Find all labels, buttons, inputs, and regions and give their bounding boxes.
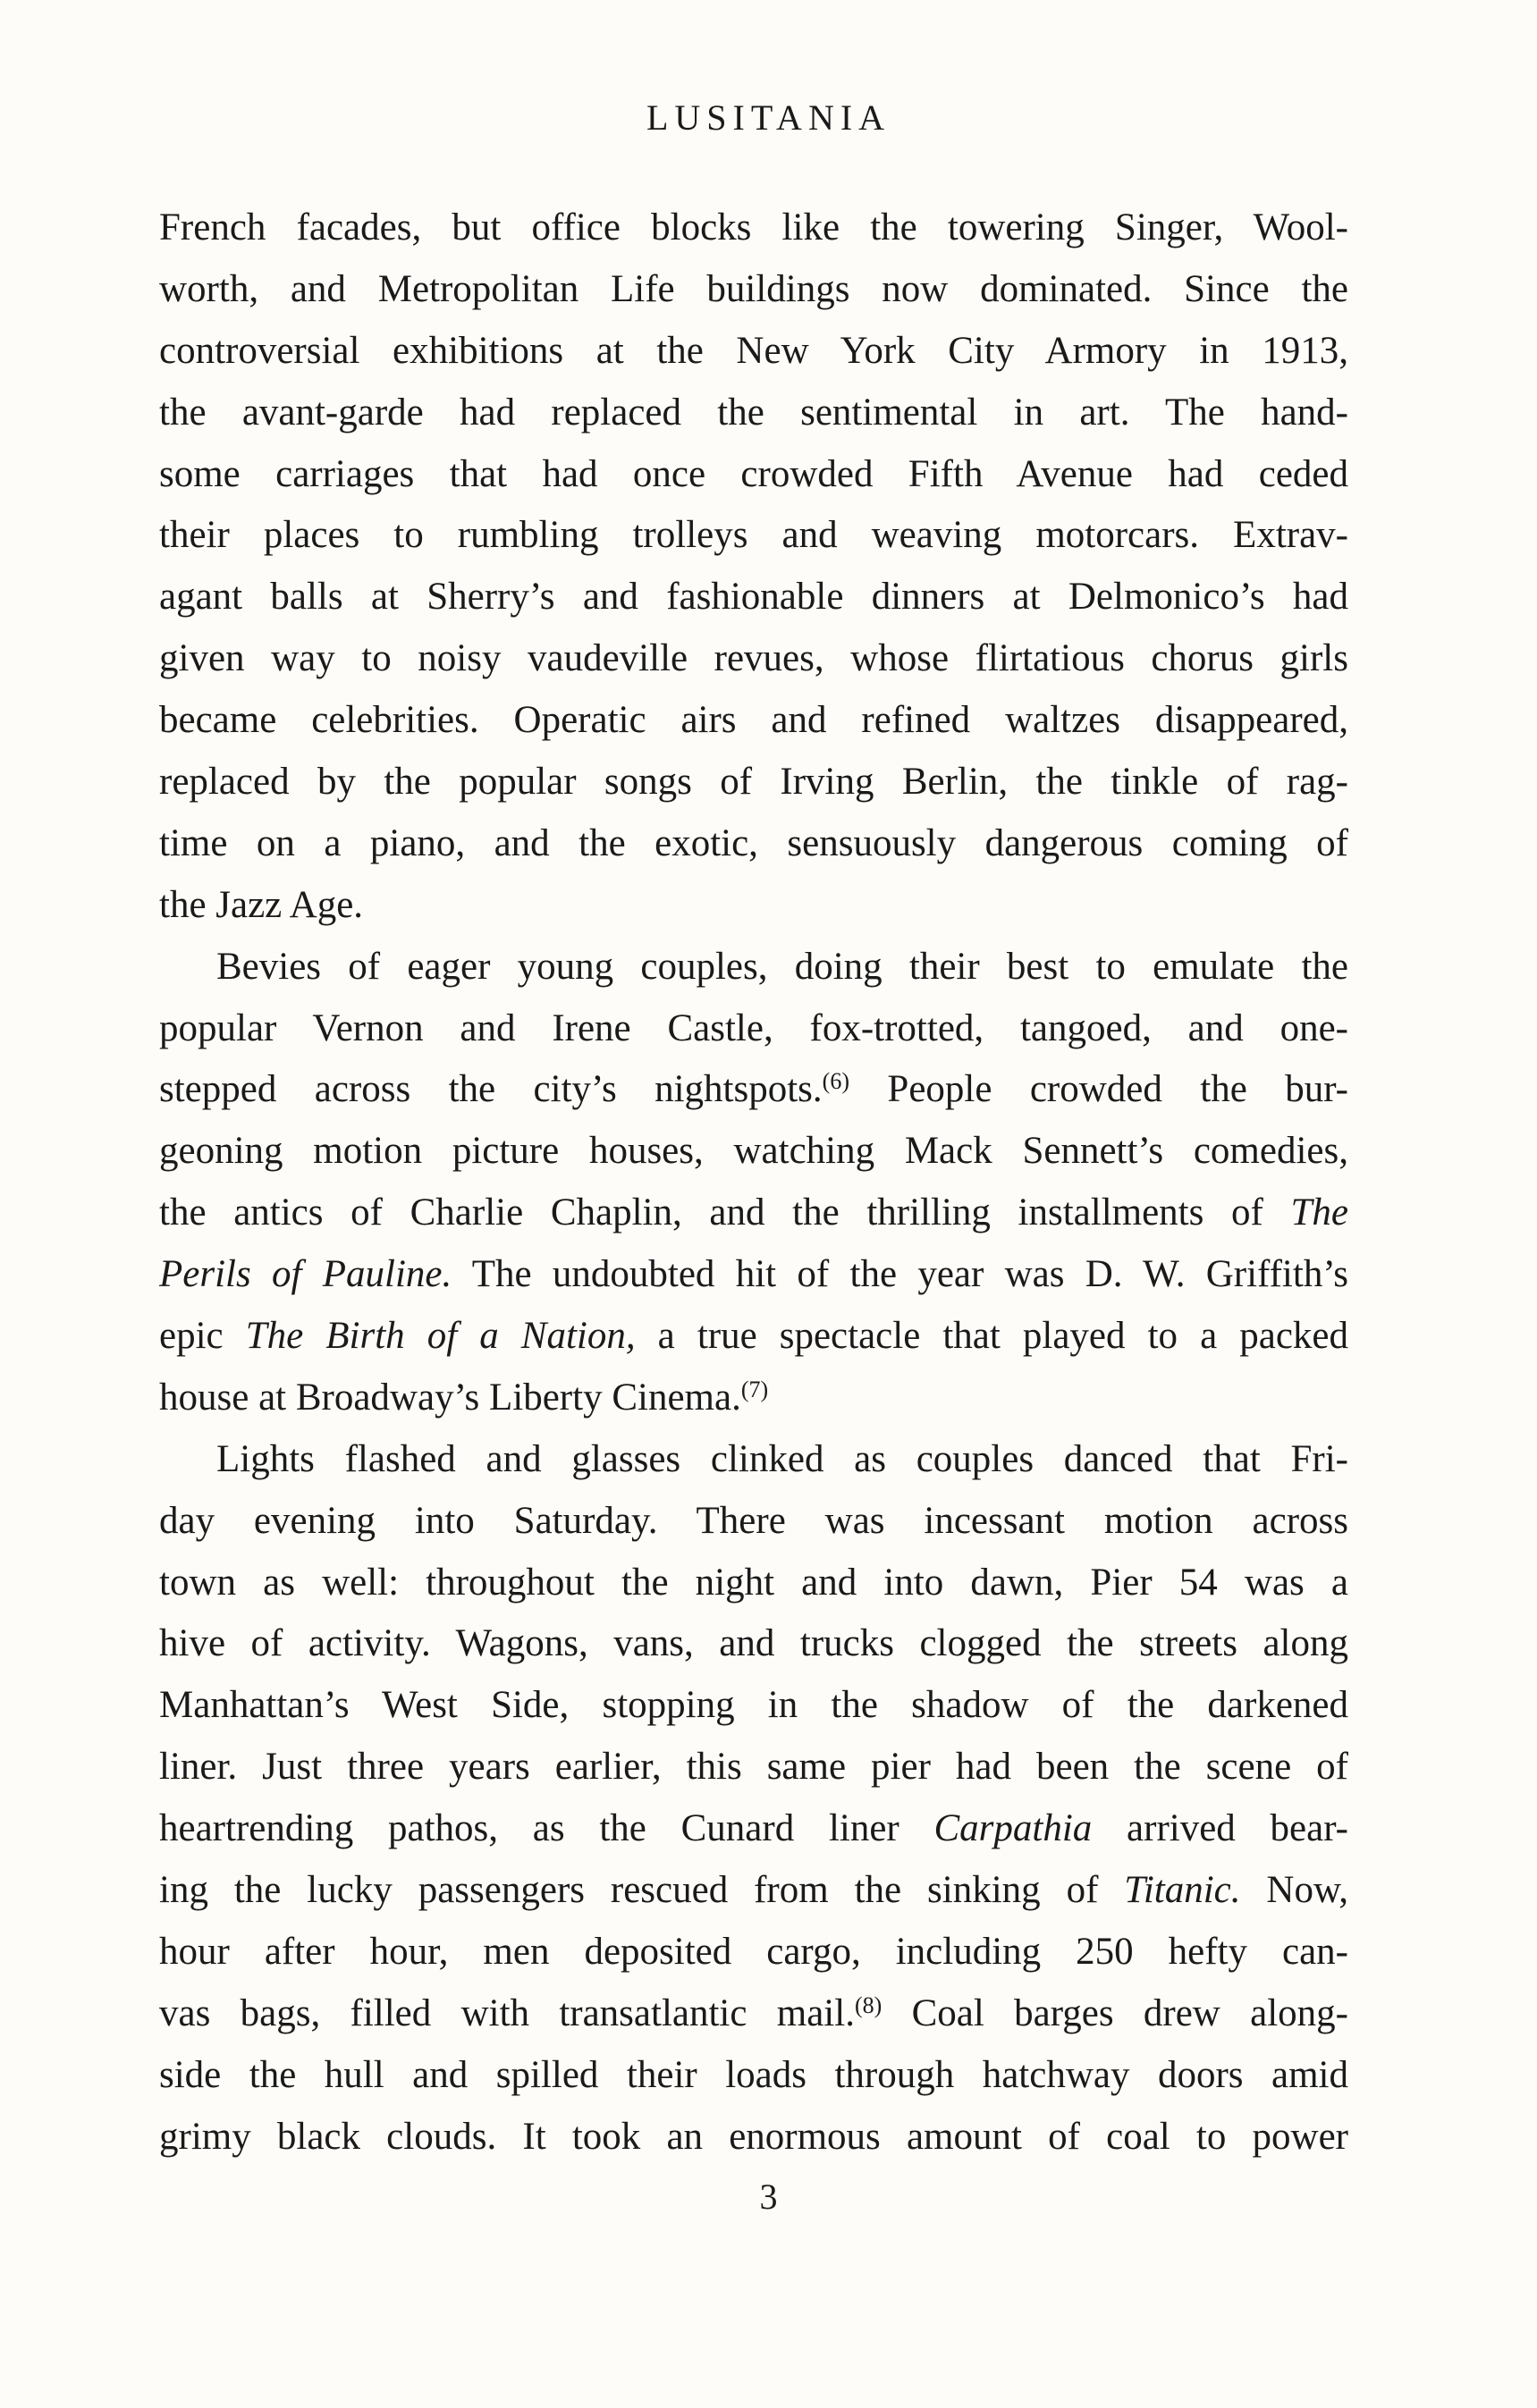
text-line: the avant-garde had replaced the sentimental in art. The hand- — [159, 391, 1348, 434]
italic-title: The — [1290, 1191, 1348, 1234]
text-line: became celebrities. Operatic airs and refined waltzes disappeared, — [159, 699, 1348, 742]
paragraph-2 — [159, 937, 1348, 1429]
italic-title: Carpathia — [933, 1807, 1093, 1850]
text-line: Perils of Pauline. The undoubted hit of the year was D. W. Griffith’s — [159, 1253, 1348, 1296]
text-line: agant balls at Sherry’s and fashionable dinners at Delmonico’s had — [159, 576, 1348, 619]
text-line: popular Vernon and Irene Castle, fox-trotted, tangoed, and one- — [159, 1006, 1348, 1049]
text-line: epic The Birth of a Nation, a true spectacle that played to a packed — [159, 1315, 1348, 1358]
text-line: side the hull and spilled their loads through hatchway doors amid — [159, 2053, 1348, 2096]
italic-title: Perils of Pauline. — [159, 1253, 452, 1296]
text-line: the antics of Charlie Chaplin, and the thrilling installments of The — [159, 1191, 1348, 1234]
body-text — [159, 198, 1348, 2168]
text-line: replaced by the popular songs of Irving Berlin, the tinkle of rag- — [159, 761, 1348, 804]
page-number: 3 — [759, 2176, 778, 2217]
text-line: hive of activity. Wagons, vans, and trucks clogged the streets along — [159, 1622, 1348, 1665]
text-line: Bevies of eager young couples, doing their best to emulate the — [216, 945, 1348, 988]
text-line: town as well: throughout the night and into dawn, Pier 54 was a — [159, 1561, 1348, 1604]
footnote-marker: (6) — [822, 1068, 849, 1095]
text-line: heartrending pathos, as the Cunard liner Carpathia arrived bear- — [159, 1807, 1348, 1850]
text-line: vas bags, filled with transatlantic mail.$^{(8)}$ Coal barges drew along- — [159, 1991, 1348, 2034]
text-line: grimy black clouds. It took an enormous amount of coal to power — [159, 2115, 1348, 2158]
text-line: ing the lucky passengers rescued from the sinking of Titanic. Now, — [159, 1869, 1348, 1912]
text-line: French facades, but office blocks like the towering Singer, Wool- — [159, 206, 1348, 248]
text-line: time on a piano, and the exotic, sensuously dangerous coming of — [159, 821, 1348, 864]
text-line: geoning motion picture houses, watching Mack Sennett’s comedies, — [159, 1130, 1348, 1173]
italic-title: Titanic. — [1124, 1869, 1241, 1912]
text-line: their places to rumbling trolleys and weaving motorcars. Extrav- — [159, 514, 1348, 557]
text-line: given way to noisy vaudeville revues, whose flirtatious chorus girls — [159, 637, 1348, 680]
text-line: day evening into Saturday. There was incessant motion across — [159, 1499, 1348, 1542]
text-line: hour after hour, men deposited cargo, including 250 hefty can- — [159, 1930, 1348, 1973]
text-line: house at Broadway’s Liberty Cinema.$^{(7)}$ — [159, 1376, 769, 1419]
footnote-marker: (8) — [854, 1991, 883, 2018]
text-line: the Jazz Age. — [159, 883, 364, 926]
text-line: worth, and Metropolitan Life buildings now dominated. Since the — [159, 267, 1348, 310]
text-line: Manhattan’s West Side, stopping in the shadow of the darkened — [159, 1684, 1348, 1727]
text-line: stepped across the city’s nightspots.$^{(6)}$ People crowded the bur- — [159, 1068, 1348, 1111]
text-line: some carriages that had once crowded Fifth Avenue had ceded — [159, 452, 1348, 495]
paragraph-1 — [159, 198, 1348, 937]
running-header: LUSITANIA — [646, 97, 891, 138]
paragraph-3 — [159, 1429, 1348, 2168]
text-line: Lights flashed and glasses clinked as couples danced that Fri- — [216, 1437, 1348, 1480]
italic-title: The Birth of a Nation, — [245, 1315, 636, 1358]
footnote-marker: (7) — [740, 1376, 769, 1402]
text-line: controversial exhibitions at the New York City Armory in 1913, — [159, 329, 1348, 372]
text-line: liner. Just three years earlier, this same pier had been the scene of — [159, 1746, 1348, 1789]
